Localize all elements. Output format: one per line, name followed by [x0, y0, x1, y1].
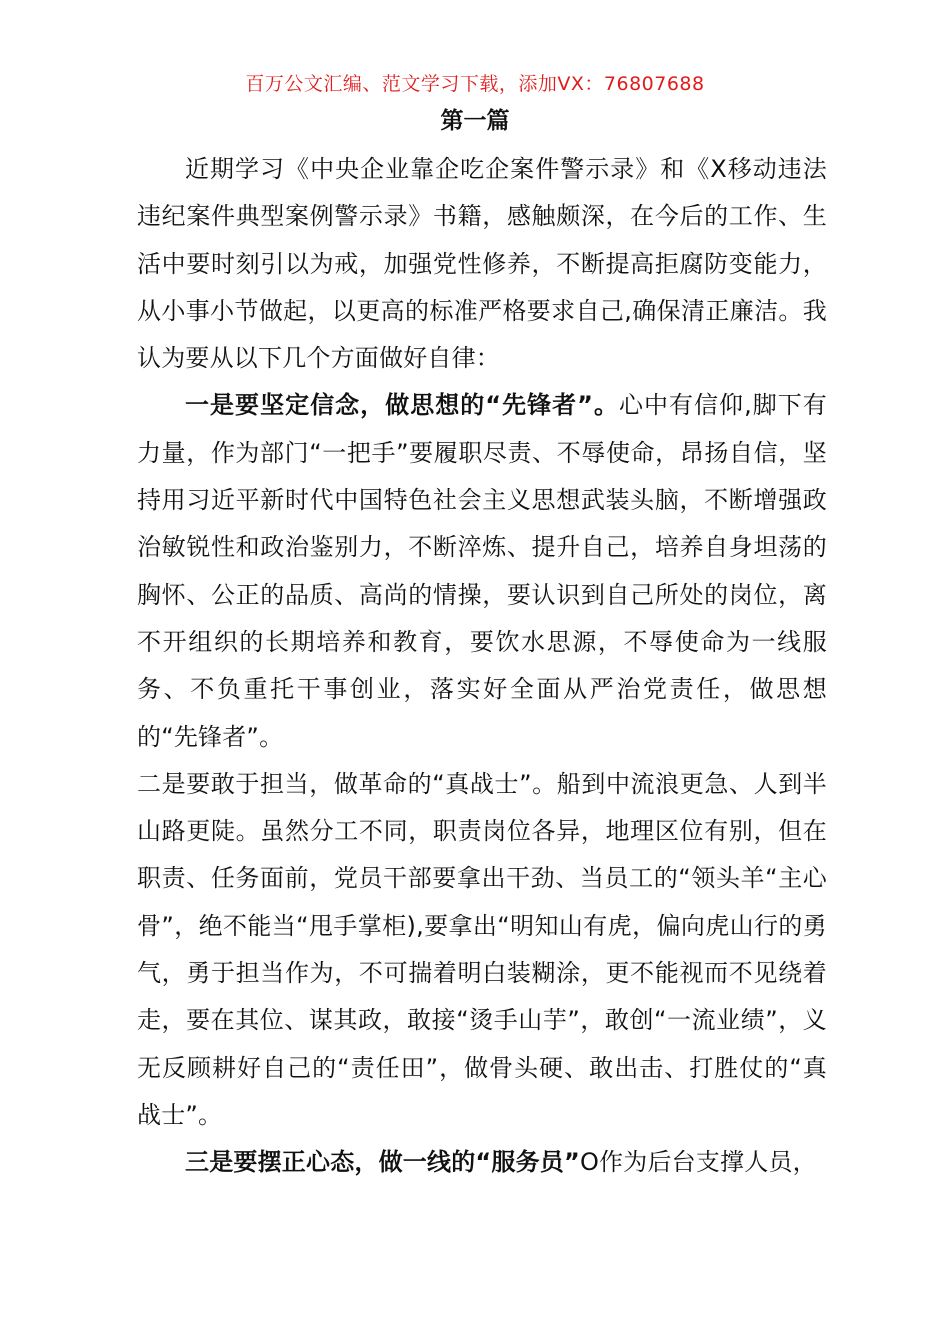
document-body: [137, 146, 827, 1187]
paragraph-text: 二是要敢于担当，做革命的“真战士”。船到中流浪更急、人到半山路更陡。虽然分工不同，职责岗位各异，地理区位有别，但在职责、任务面前，党员干部要拿出干劲、当员工的“领头羊“主心骨”，绝不能当“甩手掌柜),要拿出“明知山有虎，偏向虎山行的勇气，勇于担当作为，不可揣着明白装糊涂，更不能视而不见绕着走，要在其位、谋其政，敢接“烫手山芋”，敢创“一流业绩”，义无反顾耕好自己的“责任田”，做骨头硬、敢出击、打胜仗的“真战士”。: [137, 769, 827, 1129]
header-watermark-note: 百万公文汇编、范文学习下载，添加VX：76807688: [245, 73, 705, 95]
paragraph-lead-heading: 一是要坚定信念，做思想的“先锋者”。: [185, 391, 619, 420]
paragraph-text: 近期学习《中央企业靠企吃企案件警示录》和《X移动违法违纪案件典型案例警示录》书籍，感触颇深，在今后的工作、生活中要时刻引以为戒，加强党性修养，不断提高拒腐防变能力，从小事小节做起，以更高的标准严格要求自己,确保清正廉洁。我认为要从以下几个方面做好自律：: [137, 155, 827, 373]
paragraph-point-two: [137, 761, 827, 1139]
paragraph-lead-heading: 三是要摆正心态，做一线的“服务员”: [185, 1148, 580, 1177]
paragraph-text: 心中有信仰,脚下有力量，作为部门“一把手”要履职尽责、不辱使命，昂扬自信，坚持用习近平新时代中国特色社会主义思想武装头脑，不断增强政治敏锐性和政治鉴别力，不断淬炼、提升自己，培养自身坦荡的胸怀、公正的品质、高尚的情操，要认识到自己所处的岗位，离不开组织的长期培养和教育，要饮水思源，不辱使命为一线服务、不负重托干事创业，落实好全面从严治党责任，做思想的“先锋者”。: [137, 391, 827, 751]
page-title: 第一篇: [440, 108, 510, 134]
paragraph-point-three: [137, 1139, 827, 1186]
paragraph-point-one: [137, 382, 827, 760]
paragraph-intro: [137, 146, 827, 382]
paragraph-text: O作为后台支撑人员，: [579, 1148, 817, 1177]
